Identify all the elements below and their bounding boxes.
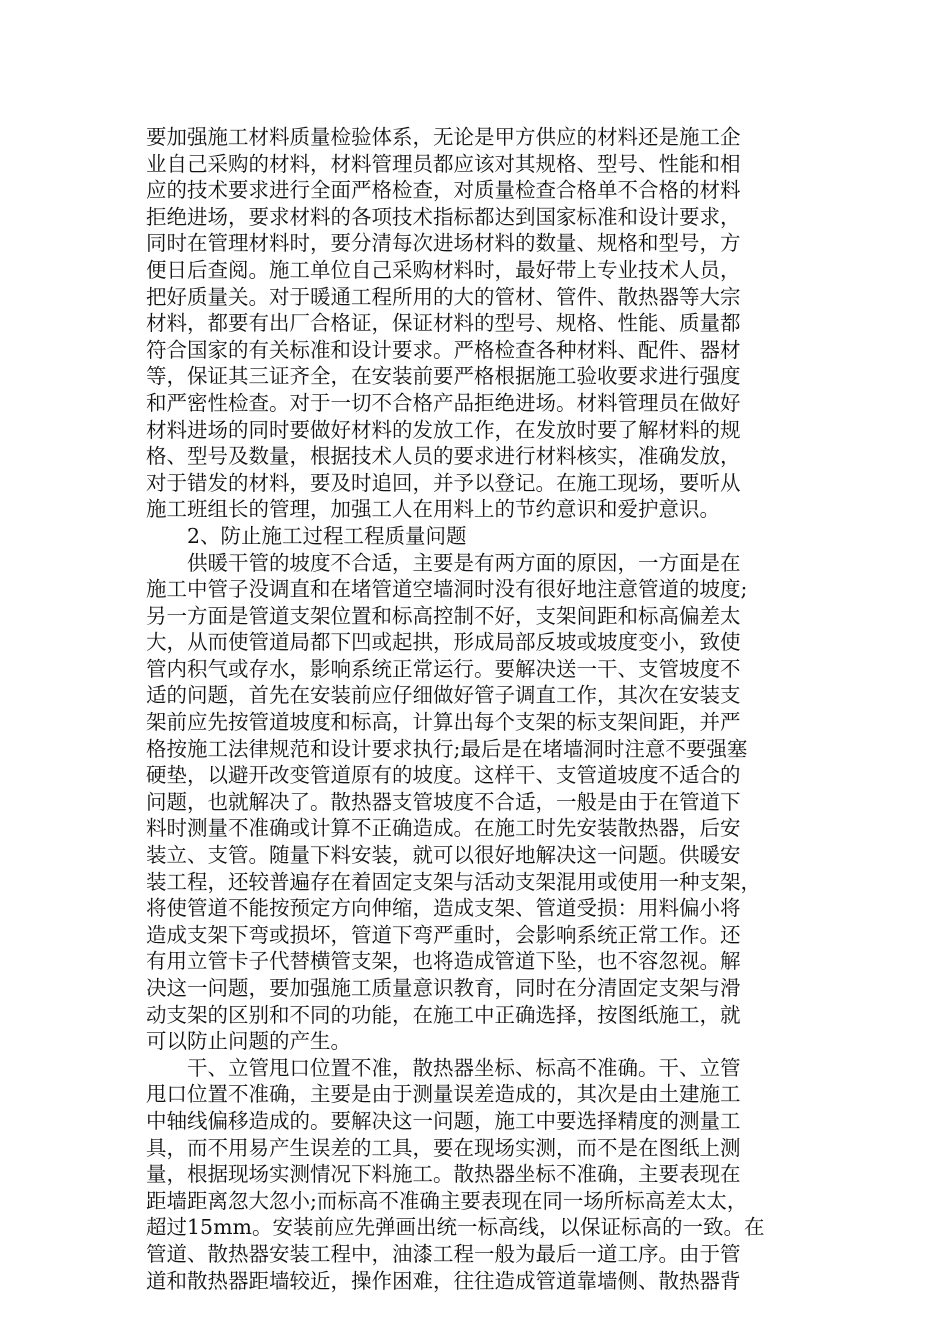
text-line: 施工班组长的管理，加强工人在用料上的节约意识和爱护意识。 bbox=[146, 497, 720, 522]
paragraph bbox=[146, 523, 806, 550]
text-line: 决这一问题，要加强施工质量意识教育，同时在分清固定支架与滑 bbox=[146, 976, 741, 1000]
text-line: 便日后查阅。施工单位自己采购材料时，最好带上专业技术人员， bbox=[146, 257, 741, 282]
text-line: 干、立管甩口位置不准，散热器坐标、标高不准确。干、立管 bbox=[187, 1055, 741, 1080]
text-line: 硬垫，以避开改变管道原有的坡度。这样干、支管道坡度不适合的 bbox=[146, 763, 741, 788]
paragraph bbox=[146, 1055, 806, 1294]
text-line: 量，根据现场实测情况下料施工。散热器坐标不准确，主要表现在 bbox=[146, 1162, 741, 1187]
text-line: 甩口位置不准确，主要是由于测量误差造成的，其次是由土建施工 bbox=[146, 1082, 741, 1107]
text-line: 和严密性检查。对于一切不合格产品拒绝进场。材料管理员在做好 bbox=[146, 390, 741, 415]
text-line: 动支架的区别和不同的功能，在施工中正确选择，按图纸施工，就 bbox=[146, 1002, 741, 1027]
text-line: 材料，都要有出厂合格证，保证材料的型号、规格、性能、质量都 bbox=[146, 311, 741, 336]
text-line: 同时在管理材料时，要分清每次进场材料的数量、规格和型号，方 bbox=[146, 231, 741, 256]
text-line: 道和散热器距墙较近，操作困难，往往造成管道靠墙侧、散热器背 bbox=[146, 1268, 741, 1293]
text-line: 具，而不用易产生误差的工具，要在现场实测，而不是在图纸上测 bbox=[146, 1135, 741, 1160]
text-line: 距墙距离忽大忽小;而标高不准确主要表现在同一场所标高差太太， bbox=[146, 1188, 748, 1213]
text-line: 材料进场的同时要做好材料的发放工作，在发放时要了解材料的规 bbox=[146, 417, 741, 442]
text-line: 对于错发的材料，要及时追回，并予以登记。在施工现场，要听从 bbox=[146, 470, 741, 495]
text-line: 格按施工法律规范和设计要求执行;最后是在堵墙洞时注意不要强塞 bbox=[146, 736, 748, 761]
text-line: 应的技术要求进行全面严格检查，对质量检查合格单不合格的材料 bbox=[146, 178, 741, 203]
text-line: 另一方面是管道支架位置和标高控制不好，支架间距和标高偏差太 bbox=[146, 603, 741, 628]
text-line: 等，保证其三证齐全，在安装前要严格根据施工验收要求进行强度 bbox=[146, 364, 741, 389]
text-line: 符合国家的有关标准和设计要求。严格检查各种材料、配件、器材 bbox=[146, 337, 741, 362]
text-line: 要加强施工材料质量检验体系，无论是甲方供应的材料还是施工企 bbox=[146, 125, 741, 149]
text-line: 架前应先按管道坡度和标高，计算出每个支架的标支架间距，并严 bbox=[146, 710, 741, 735]
text-line: 把好质量关。对于暖通工程所用的大的管材、管件、散热器等大宗 bbox=[146, 284, 741, 309]
text-line: 造成支架下弯或损坏，管道下弯严重时，会影响系统正常工作。还 bbox=[146, 922, 741, 947]
text-line: 管道、散热器安装工程中，油漆工程一般为最后一道工序。由于管 bbox=[146, 1241, 741, 1266]
text-line: 可以防止问题的产生。 bbox=[146, 1029, 351, 1054]
text-line: 大，从而使管道局都下凹或起拱，形成局部反坡或坡度变小，致使 bbox=[146, 630, 741, 655]
text-line: 装立、支管。随量下料安装，就可以很好地解决这一问题。供暖安 bbox=[146, 843, 741, 868]
text-line: 有用立管卡子代替横管支架，也将造成管道下坠，也不容忽视。解 bbox=[146, 949, 741, 974]
text-line: 2、防止施工过程工程质量问题 bbox=[187, 523, 467, 548]
text-line: 供暖干管的坡度不合适，主要是有两方面的原因，一方面是在 bbox=[187, 550, 741, 575]
document-body bbox=[146, 124, 806, 1294]
text-line: 超过15mm。安装前应先弹画出统一标高线，以保证标高的一致。在 bbox=[146, 1215, 765, 1240]
text-line: 中轴线偏移造成的。要解决这一问题，施工中要选择精度的测量工 bbox=[146, 1108, 741, 1133]
text-line: 拒绝进场，要求材料的各项技术指标都达到国家标准和设计要求， bbox=[146, 204, 741, 229]
text-line: 管内积气或存水，影响系统正常运行。要解决送一干、支管坡度不 bbox=[146, 656, 741, 681]
paragraph bbox=[146, 550, 806, 1055]
text-line: 施工中管子没调直和在堵管道空墙洞时没有很好地注意管道的坡度; bbox=[146, 577, 748, 602]
text-line: 将使管道不能按预定方向伸缩，造成支架、管道受损：用料偏小将 bbox=[146, 896, 741, 921]
text-line: 料时测量不准确或计算不正确造成。在施工时先安装散热器，后安 bbox=[146, 816, 741, 841]
text-line: 格、型号及数量，根据技术人员的要求进行材料核实，准确发放， bbox=[146, 444, 741, 469]
text-line: 业自己采购的材料，材料管理员都应该对其规格、型号、性能和相 bbox=[146, 151, 741, 176]
text-line: 问题，也就解决了。散热器支管坡度不合适，一般是由于在管道下 bbox=[146, 789, 741, 814]
text-line: 装工程，还较普遍存在着固定支架与活动支架混用或使用一种支架， bbox=[146, 869, 761, 894]
text-line: 适的问题，首先在安装前应仔细做好管子调直工作，其次在安装支 bbox=[146, 683, 741, 708]
paragraph bbox=[146, 124, 806, 523]
